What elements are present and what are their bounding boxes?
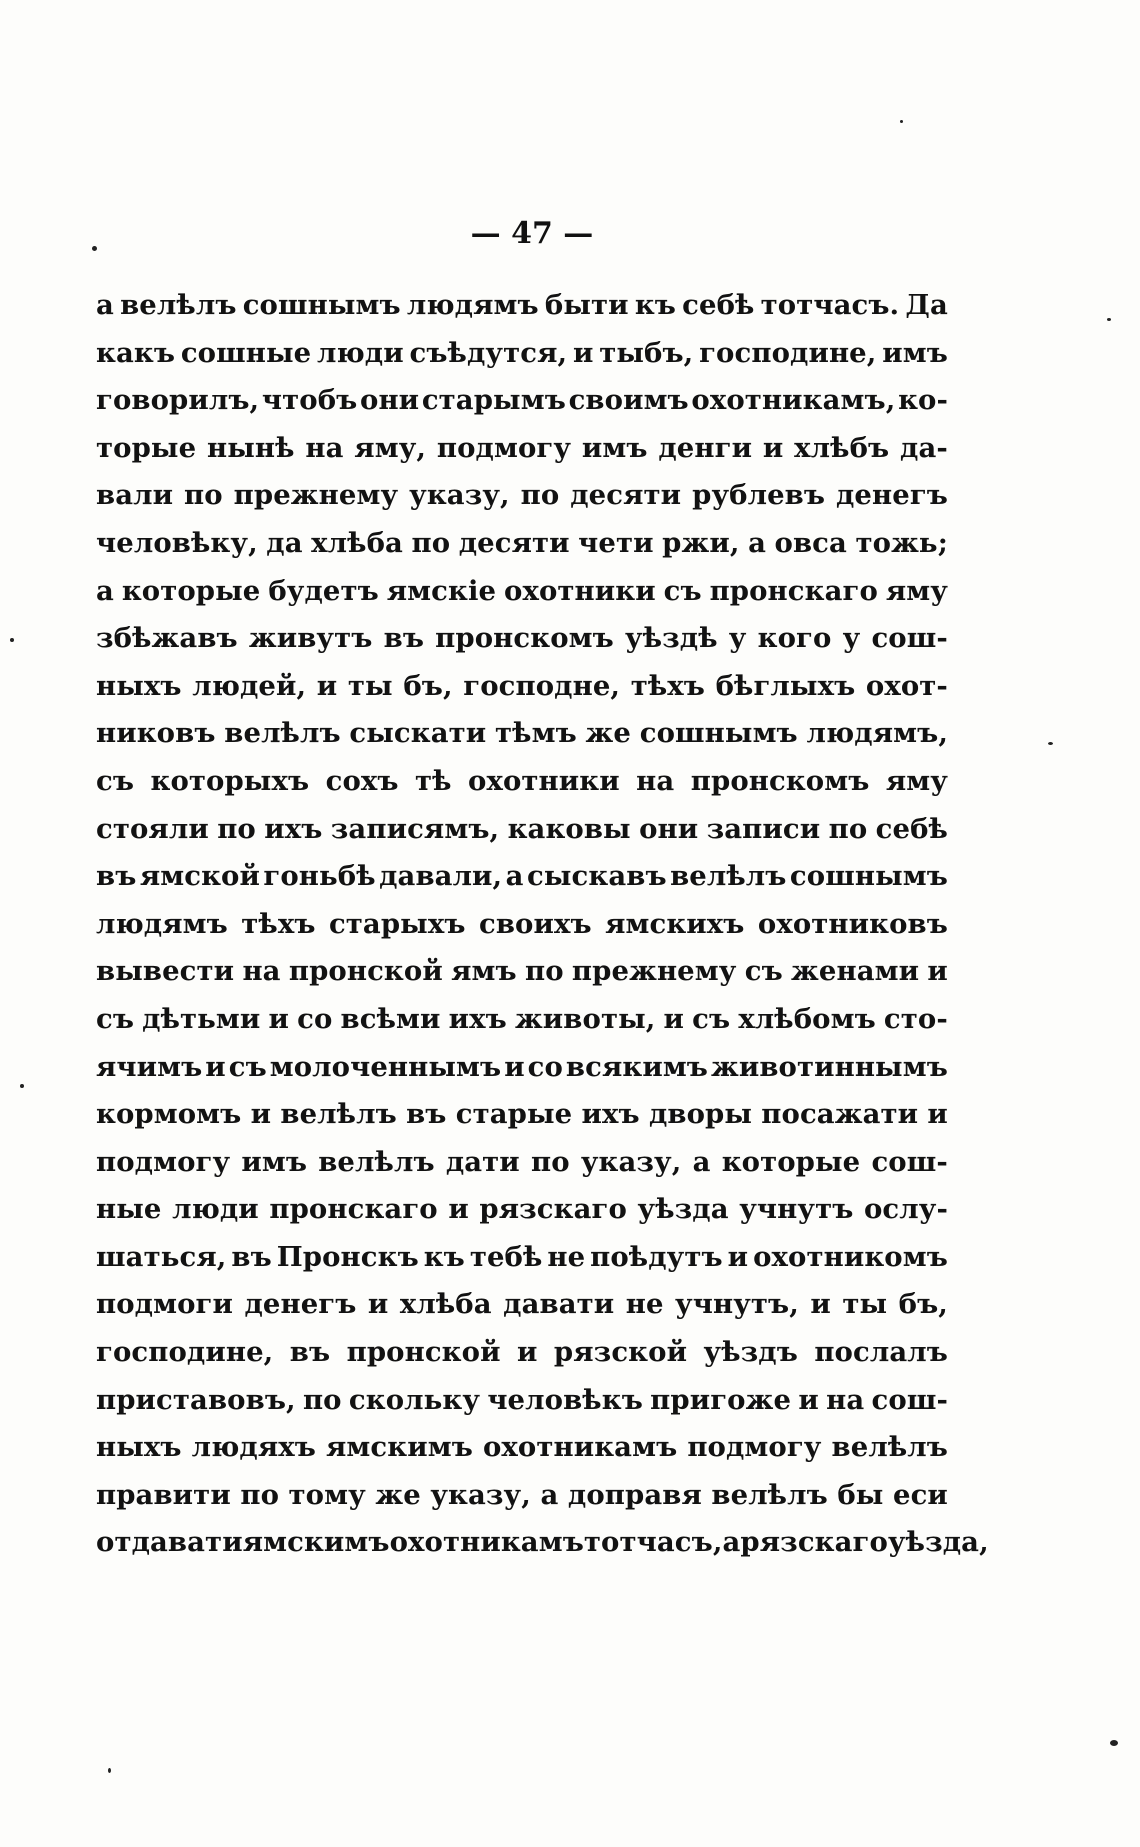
print-speck xyxy=(1048,742,1053,745)
text-line: торые нынѣ на яму, подмогу имъ денги и хлѣбъ да- xyxy=(96,431,948,464)
text-line: говорилъ, чтобъ они старымъ своимъ охотникамъ, ко- xyxy=(96,384,948,417)
text-line: кормомъ и велѣлъ въ старые ихъ дворы посажати и xyxy=(96,1098,948,1131)
text-line: съ которыхъ сохъ тѣ охотники на пронскомъ яму xyxy=(96,764,948,797)
print-speck xyxy=(20,1084,24,1088)
text-line: господине, въ пронской и рязской уѣздъ послалъ xyxy=(96,1336,948,1369)
text-line: человѣку, да хлѣба по десяти чети ржи, а овса тожь; xyxy=(96,526,948,559)
text-line: съ дѣтьми и со всѣми ихъ животы, и съ хлѣбомъ сто- xyxy=(96,1002,948,1035)
text-line: ячимъ и съ молоченнымъ и со всякимъ животиннымъ xyxy=(96,1050,948,1083)
text-line: стояли по ихъ записямъ, каковы они записи по себѣ xyxy=(96,812,948,845)
body-text xyxy=(96,282,989,1567)
page-number: — 47 — xyxy=(470,216,594,251)
text-line: отдавати ямскимъ охотникамъ тотчасъ, а рязскаго уѣзда, xyxy=(96,1526,989,1559)
print-speck xyxy=(900,120,903,123)
text-line: а велѣлъ сошнымъ людямъ быти къ себѣ тотчасъ. Да xyxy=(96,289,948,321)
print-speck xyxy=(1110,1740,1118,1746)
text-line: вывести на пронской ямъ по прежнему съ женами и xyxy=(96,955,948,988)
print-speck xyxy=(10,638,14,642)
text-line: въ ямской гоньбѣ давали, а сыскавъ велѣлъ сошнымъ xyxy=(96,860,948,893)
text-line: збѣжавъ живутъ въ пронскомъ уѣздѣ у кого у сош- xyxy=(96,622,948,655)
text-line: людямъ тѣхъ старыхъ своихъ ямскихъ охотниковъ xyxy=(96,907,948,940)
text-line: ные люди пронскаго и рязскаго уѣзда учнутъ ослу- xyxy=(96,1193,948,1226)
text-line: подмоги денегъ и хлѣба давати не учнутъ, и ты бъ, xyxy=(96,1288,948,1321)
print-speck xyxy=(1107,318,1111,321)
text-line: подмогу имъ велѣлъ дати по указу, а которые сош- xyxy=(96,1145,948,1178)
text-line: какъ сошные люди съѣдутся, и тыбъ, господине, имъ xyxy=(96,336,948,369)
text-line: приставовъ, по скольку человѣкъ пригоже и на сош- xyxy=(96,1383,948,1416)
text-line: вали по прежнему указу, по десяти рублевъ денегъ xyxy=(96,479,948,512)
text-line: ныхъ людяхъ ямскимъ охотникамъ подмогу велѣлъ xyxy=(96,1431,948,1464)
print-speck xyxy=(108,1768,111,1773)
text-line: правити по тому же указу, а доправя велѣлъ бы еси xyxy=(96,1478,948,1511)
text-line: шаться, въ Пронскъ къ тебѣ не поѣдутъ и охотникомъ xyxy=(96,1240,948,1273)
text-line: ныхъ людей, и ты бъ, господне, тѣхъ бѣглыхъ охот- xyxy=(96,669,948,702)
text-line: а которые будетъ ямскіе охотники съ пронскаго яму xyxy=(96,574,948,607)
print-speck xyxy=(92,246,97,251)
text-line: никовъ велѣлъ сыскати тѣмъ же сошнымъ людямъ, xyxy=(96,717,948,750)
